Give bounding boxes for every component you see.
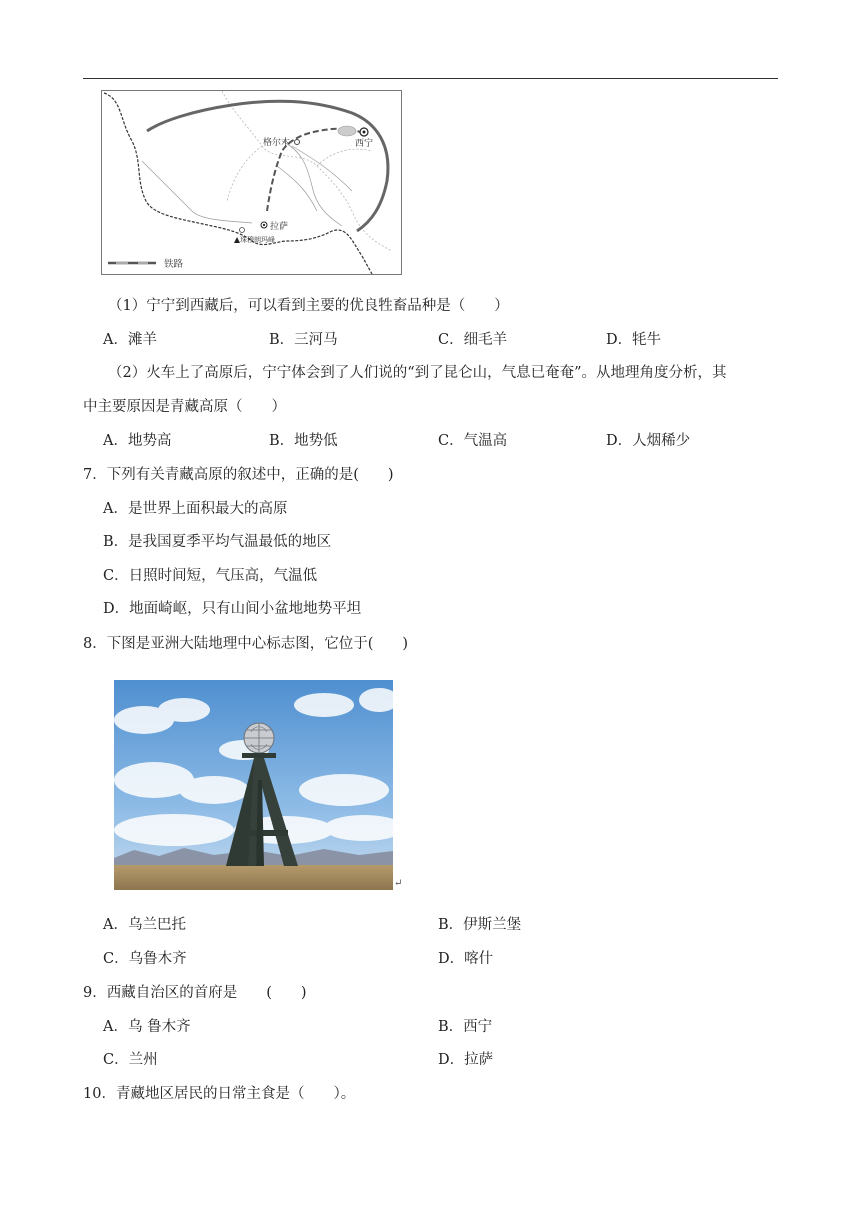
q9-option-b: B．西宁 [438,1019,493,1035]
q6-sub1-option-b: B．三河马 [269,332,338,348]
q6-sub2-option-b: B．地势低 [269,433,338,449]
q7-option-a: A．是世界上面积最大的高原 [103,501,288,517]
asia-center-monument-photo [114,680,393,890]
header-rule [83,78,778,79]
q9-option-c: C．兰州 [103,1052,158,1068]
q8-option-a: A．乌兰巴托 [103,917,186,933]
q8-option-d: D．喀什 [438,951,494,967]
paragraph-mark-icon: ↵ [394,878,403,889]
q6-sub1-option-a: A．滩羊 [103,332,157,348]
q7-option-c: C．日照时间短，气压高，气温低 [103,568,318,584]
map-label-everest: 珠穆朗玛峰 [240,236,275,244]
q6-sub1-stem: （1）宁宁到西藏后，可以看到主要的优良牲畜品种是（ ） [108,298,509,314]
map-legend-railway: 铁路 [164,259,184,270]
q8-option-c: C．乌鲁木齐 [103,951,187,967]
q10-stem: 10．青藏地区居民的日常主食是（ ）。 [83,1086,356,1102]
map-label-lhasa: 拉萨 [270,222,289,232]
q6-sub2-stem-line1: （2）火车上了高原后，宁宁体会到了人们说的“到了昆仑山，气息已奄奄”。从地理角度分析，其 [108,365,727,381]
q8-stem: 8．下图是亚洲大陆地理中心标志图，它位于( ) [83,636,409,652]
q7-stem: 7．下列有关青藏高原的叙述中，正确的是( ) [83,467,394,483]
q6-sub1-option-d: D．牦牛 [606,332,662,348]
q6-sub2-option-a: A．地势高 [103,433,172,449]
railway-map [101,90,402,275]
q9-option-d: D．拉萨 [438,1052,494,1068]
q6-sub2-option-c: C．气温高 [438,433,508,449]
q9-option-a: A．乌 鲁木齐 [103,1019,191,1035]
map-label-golmud: 格尔木 [263,138,291,148]
q6-sub2-option-d: D．人烟稀少 [606,433,691,449]
q9-stem: 9．西藏自治区的首府是 ( ) [83,985,307,1001]
q7-option-b: B．是我国夏季平均气温最低的地区 [103,534,332,550]
q6-sub1-option-c: C．细毛羊 [438,332,508,348]
map-label-xining: 西宁 [355,139,374,149]
q8-option-b: B．伊斯兰堡 [438,917,522,933]
q6-sub2-stem-line2: 中主要原因是青藏高原（ ） [83,399,286,415]
q7-option-d: D．地面崎岖，只有山间小盆地地势平坦 [103,601,362,617]
